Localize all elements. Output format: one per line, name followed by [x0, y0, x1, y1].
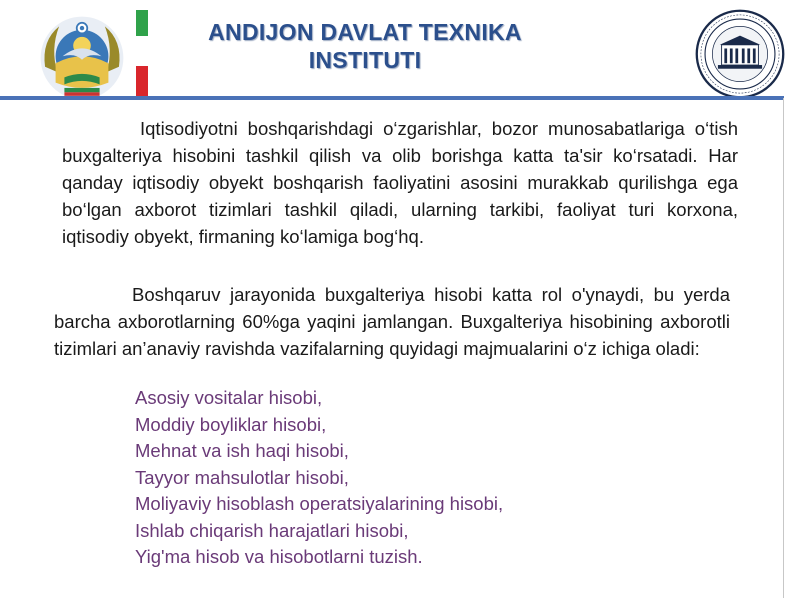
list-item: Asosiy vositalar hisobi,: [135, 387, 323, 408]
title-line-1: ANDIJON DAVLAT TEXNIKA: [208, 19, 522, 45]
flag-stripe-red: [136, 66, 148, 96]
list-item: Moddiy boyliklar hisobi,: [135, 413, 327, 435]
list-item: Mehnat va ish haqi hisobi,: [135, 440, 349, 461]
slide-border: [783, 98, 784, 598]
page-title: [200, 18, 530, 74]
paragraph-1-text: Iqtisodiyotni boshqarishdagi o‘zgarishlar, bozor munosabatlariga o‘tish buxgalteriya hisobini tashkil qilish va olib borishga katta ta'sir ko‘rsatadi. Har qanday iqtisodiy obyekt boshqarish faoliyatini asosini murakkab qurilishga ega bo‘lgan axborot tizimlari tashkil qiladi, ularning tarkibi, faoliyat turi korxona, iqtisodiy obyekt, firmaning ko‘lamiga bog‘hq.: [62, 118, 738, 247]
header-divider: [0, 96, 784, 100]
institute-seal-icon: [694, 8, 786, 100]
accounting-task-list: [135, 385, 503, 571]
uzbekistan-emblem-icon: [38, 14, 126, 102]
list-item: Moliyaviy hisoblash operatsiyalarining hisobi,: [135, 493, 504, 514]
list-item: Ishlab chiqarish harajatlari hisobi,: [135, 519, 409, 541]
paragraph-2-text: Boshqaruv jarayonida buxgalteriya hisobi katta rol o'ynaydi, bu yerda barcha axborotlarning 60%ga yaqini jamlangan. Buxgalteriya hisobining axborotli tizimlari an’anaviy ravishda vazifalarning quyidagi majmualarini o‘z ichiga oladi:: [54, 284, 730, 359]
flag-stripe-white: [136, 36, 148, 66]
flag-stripe-green: [136, 10, 148, 36]
title-line-2: INSTITUTI: [308, 47, 422, 73]
list-item: Tayyor mahsulotlar hisobi,: [135, 466, 349, 488]
paragraph-2: [54, 281, 730, 362]
list-item: Yig'ma hisob va hisobotlarni tuzish.: [135, 546, 423, 567]
paragraph-1: [62, 115, 738, 250]
